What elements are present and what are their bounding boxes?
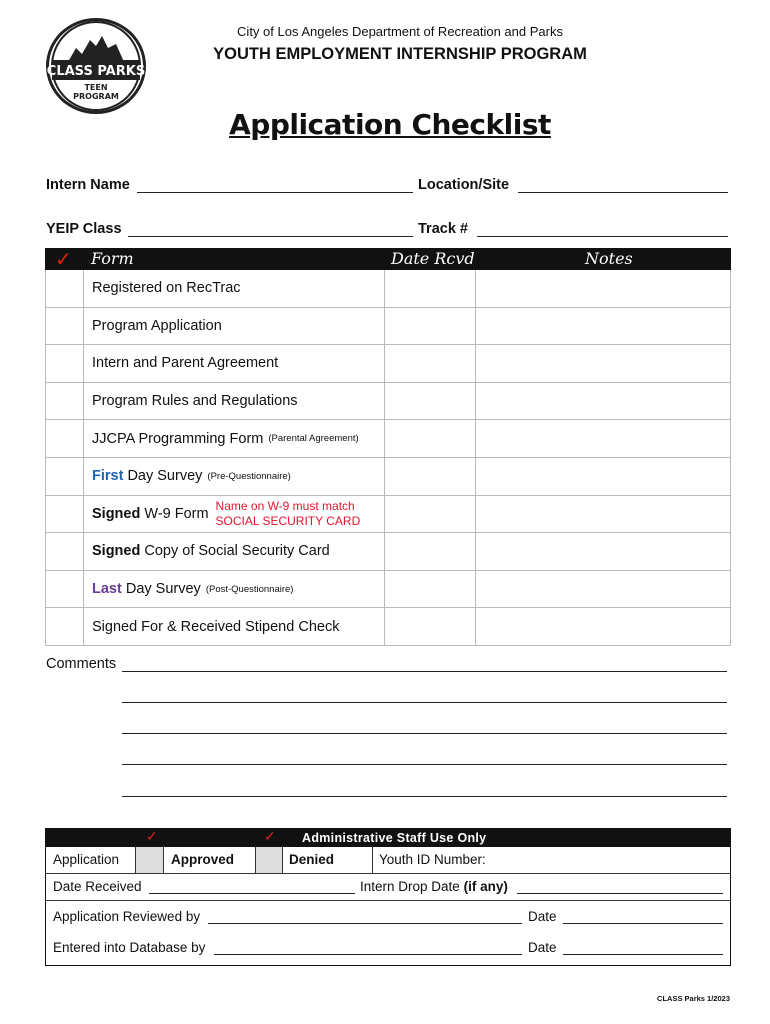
row-notes-cell[interactable] [476, 533, 730, 570]
row-notes-cell[interactable] [476, 345, 730, 382]
row-form-label: Intern and Parent Agreement [84, 345, 385, 382]
row-form-label [84, 496, 385, 533]
checklist-header [45, 248, 731, 270]
logo-graphic [46, 18, 146, 114]
row-date-cell[interactable] [385, 608, 476, 645]
entered-by-label: Entered into Database by [53, 940, 206, 955]
row-checkbox[interactable] [46, 458, 84, 495]
row-form-label: Program Application [84, 308, 385, 345]
row-date-cell[interactable] [385, 383, 476, 420]
checklist-row [45, 308, 731, 346]
admin-dates-row [46, 874, 730, 901]
youth-id-cell[interactable]: Youth ID Number: [379, 852, 486, 867]
entered-date-label: Date [528, 940, 557, 955]
first-day-keyword: First [92, 468, 124, 485]
row-checkbox[interactable] [46, 496, 84, 533]
page-title: Application Checklist [229, 108, 551, 141]
last-day-keyword: Last [92, 581, 122, 598]
reviewed-by-field[interactable] [208, 923, 522, 924]
checkmark-icon: ✓ [55, 247, 72, 271]
row-checkbox[interactable] [46, 383, 84, 420]
first-day-label: Day Survey [123, 468, 203, 485]
row-date-cell[interactable] [385, 345, 476, 382]
row-checkbox[interactable] [46, 533, 84, 570]
w9-signed-keyword: Signed [92, 505, 141, 522]
checklist-row [45, 270, 731, 308]
col-form-header: Form [91, 249, 134, 268]
row-notes-cell[interactable] [476, 270, 730, 307]
yeip-class-label: YEIP Class [46, 221, 122, 237]
row-form-label [84, 458, 385, 495]
admin-status-row [46, 847, 730, 874]
col-notes-header: Notes [585, 249, 633, 268]
denied-label-cell: Denied [283, 847, 373, 873]
row-date-cell[interactable] [385, 496, 476, 533]
logo-text-sub-1: TEEN [84, 83, 108, 92]
admin-header [46, 829, 730, 847]
col-date-header: Date Rcvd [391, 249, 475, 268]
department-name: City of Los Angeles Department of Recreation and Parks [237, 24, 563, 39]
row-checkbox[interactable] [46, 308, 84, 345]
intern-drop-date-label: Intern Drop Date (if any) [360, 879, 508, 894]
location-site-label: Location/Site [418, 177, 510, 193]
checklist-row [45, 571, 731, 609]
row-notes-cell[interactable] [476, 496, 730, 533]
reviewed-date-field[interactable] [563, 923, 723, 924]
ss-card-label: Copy of Social Security Card [140, 543, 330, 560]
location-site-field[interactable] [518, 192, 728, 193]
footer-code: CLASS Parks 1/2023 [657, 994, 730, 1003]
entered-by-field[interactable] [214, 954, 522, 955]
admin-staff-box [45, 828, 731, 966]
checklist-row [45, 496, 731, 534]
row-date-cell[interactable] [385, 458, 476, 495]
program-name: YOUTH EMPLOYMENT INTERNSHIP PROGRAM [213, 45, 587, 63]
track-label: Track # [418, 221, 468, 237]
last-day-label: Day Survey [121, 581, 201, 598]
intern-name-label: Intern Name [46, 177, 130, 193]
row-date-cell[interactable] [385, 420, 476, 457]
row-checkbox[interactable] [46, 345, 84, 382]
jjcpa-label: JJCPA Programming Form [92, 430, 264, 447]
checklist-row [45, 458, 731, 496]
w9-warning-note: Name on W-9 must match SOCIAL SECURITY CARD [215, 498, 361, 528]
last-day-note: (Post-Questionnaire) [205, 583, 294, 595]
row-form-label [84, 420, 385, 457]
class-parks-logo [46, 18, 146, 114]
checklist-row [45, 533, 731, 571]
denied-checkbox[interactable] [256, 847, 283, 873]
approved-checkbox[interactable] [136, 847, 164, 873]
intern-name-field[interactable] [137, 192, 413, 193]
w9-label: W-9 Form [140, 505, 209, 522]
comments-line[interactable] [122, 733, 727, 734]
checklist-row [45, 345, 731, 383]
row-checkbox[interactable] [46, 608, 84, 645]
row-form-label: Registered on RecTrac [84, 270, 385, 307]
row-checkbox[interactable] [46, 420, 84, 457]
row-form-label [84, 571, 385, 608]
checklist-row [45, 420, 731, 458]
comments-line[interactable] [122, 671, 727, 672]
row-checkbox[interactable] [46, 270, 84, 307]
approved-label-cell: Approved [164, 847, 256, 873]
row-notes-cell[interactable] [476, 458, 730, 495]
row-notes-cell[interactable] [476, 608, 730, 645]
reviewed-date-label: Date [528, 909, 557, 924]
jjcpa-note: (Parental Agreement) [268, 433, 359, 445]
intern-drop-date-field[interactable] [517, 893, 723, 894]
row-checkbox[interactable] [46, 571, 84, 608]
first-day-note: (Pre-Questionnaire) [207, 470, 291, 482]
row-notes-cell[interactable] [476, 383, 730, 420]
track-field[interactable] [477, 236, 728, 237]
comments-label: Comments [46, 656, 117, 672]
row-date-cell[interactable] [385, 308, 476, 345]
comments-line[interactable] [122, 702, 727, 703]
row-date-cell[interactable] [385, 571, 476, 608]
row-notes-cell[interactable] [476, 571, 730, 608]
row-notes-cell[interactable] [476, 308, 730, 345]
checklist-row [45, 383, 731, 421]
entered-date-field[interactable] [563, 954, 723, 955]
approved-checkmark-icon: ✓ [146, 828, 158, 844]
row-notes-cell[interactable] [476, 420, 730, 457]
checklist-table [45, 248, 731, 646]
logo-text-sub-2: PROGRAM [73, 92, 119, 101]
date-received-field[interactable] [149, 893, 355, 894]
reviewed-by-label: Application Reviewed by [53, 909, 201, 924]
row-form-label [84, 533, 385, 570]
row-date-cell[interactable] [385, 270, 476, 307]
row-form-label: Signed For & Received Stipend Check [84, 608, 385, 645]
comments-line[interactable] [122, 764, 727, 765]
comments-line[interactable] [122, 796, 727, 797]
admin-title: Administrative Staff Use Only [302, 831, 487, 845]
date-received-label: Date Received [53, 879, 142, 894]
application-label-cell: Application [46, 847, 136, 873]
yeip-class-field[interactable] [128, 236, 413, 237]
row-form-label: Program Rules and Regulations [84, 383, 385, 420]
denied-checkmark-icon: ✓ [264, 828, 276, 844]
ss-signed-keyword: Signed [92, 543, 141, 560]
logo-text-main: CLASS PARKS [46, 64, 146, 79]
checklist-row [45, 608, 731, 646]
row-date-cell[interactable] [385, 533, 476, 570]
